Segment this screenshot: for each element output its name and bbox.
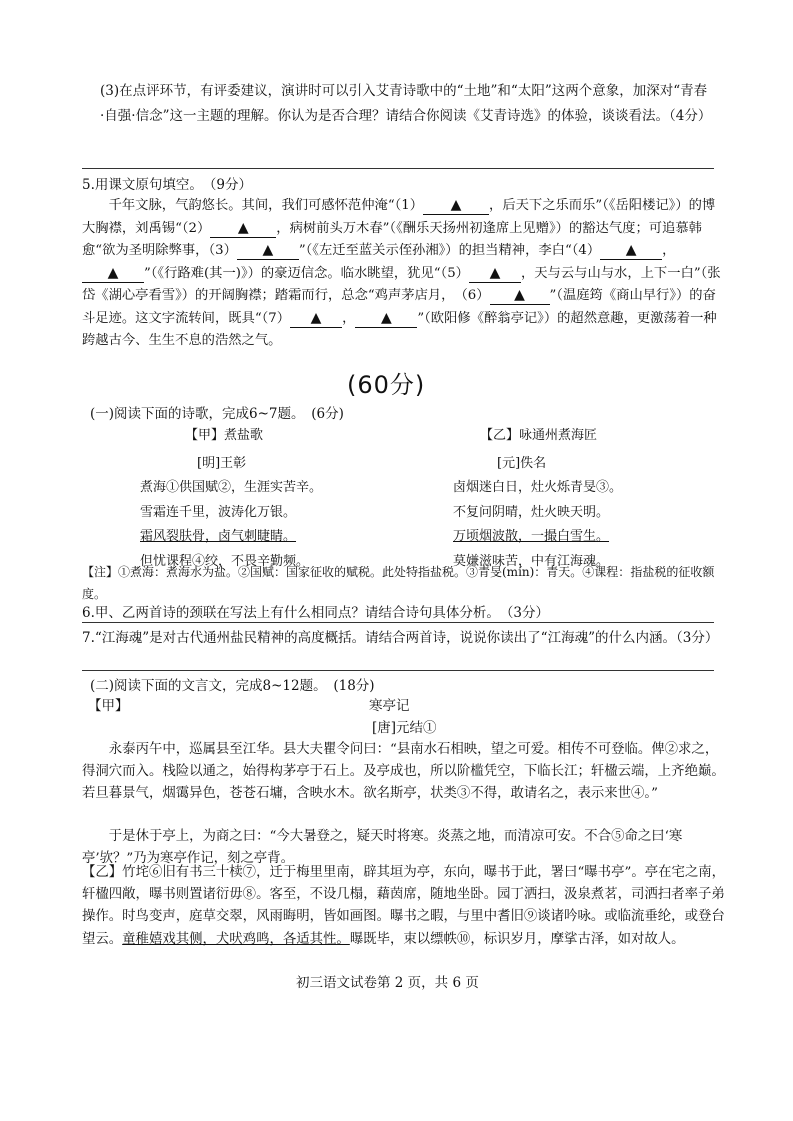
divider: [82, 670, 714, 671]
text-b-paragraph: [82, 862, 727, 951]
text-b-body-end: 曝既毕，束以缥帙⑩，标识岁月，摩挲古泽，如对故人。: [349, 931, 685, 947]
answer-blank-5[interactable]: ▲: [469, 265, 521, 283]
q5-text: ，: [342, 310, 356, 326]
q5-text: ”（欧阳修《醉翁亭记》）的超然意趣，更激荡着一种跨越古今、生生不息的浩然之气。: [82, 310, 717, 348]
q5-text: ，: [662, 243, 676, 258]
q5-text: ”（《左迁至蓝关示侄孙湘》）的担当精神，李白“（4）: [298, 243, 601, 258]
page-footer: 初三语文试卷第 2 页，共 6 页: [296, 975, 479, 991]
text-b-label: 【乙】: [82, 865, 123, 880]
poem-a-title: 【甲】煮盐歌: [185, 428, 264, 443]
poem-a-author: [明]王彰: [197, 455, 247, 471]
text-b-underlined-sentence: 童稚嬉戏其侧，犬吠鸡鸣，各适其性。: [122, 931, 350, 947]
poem-line: 但忧课程④绞，不畏辛勤频。: [140, 553, 310, 569]
answer-blank-6[interactable]: ▲: [490, 287, 550, 305]
text-a-paragraph-2: 于是休于亭上，为商之曰：“今大暑登之，疑天时将寒。炎蒸之地，而清凉可安。不合⑤命之曰‘寒亭’欤？”乃为寒亭作记，刻之亭背。: [82, 829, 683, 867]
question-7: 7.“江海魂”是对古代通州盐民精神的高度概括。请结合两首诗，说说你读出了“江海魂”的什么内涵。（3分）: [82, 630, 719, 646]
answer-blank-7a[interactable]: ▲: [290, 310, 342, 328]
question-6: 6.甲、乙两首诗的颈联在写法上有什么相同点？请结合诗句具体分析。 （3分）: [82, 605, 549, 621]
question-5-body: [82, 195, 722, 353]
poem-b-title: 【乙】咏通州煮海匠: [480, 428, 598, 443]
section-1-title: (一)阅读下面的诗歌，完成6~7题。 (6分): [90, 406, 344, 422]
question-5-title: 5.用课文原句填空。 （9分）: [82, 177, 252, 193]
answer-blank-1[interactable]: ▲: [423, 197, 489, 215]
poem-line-underlined: 霜风裂肤骨，卤气刺睫睛。: [140, 529, 297, 544]
section-2-title: (二)阅读下面的文言文，完成8~12题。 (18分): [90, 678, 375, 694]
divider: [82, 168, 714, 169]
divider: [82, 622, 714, 623]
poem-line: 莫嫌滋味苦，中有江海魂。: [453, 553, 610, 569]
poem-notes: 【注】①煮海：煮海水为盐。②国赋：国家征收的赋税。此处特指盐税。③青旻(mín)：青天。④课程：指盐税的征收额度。: [82, 565, 715, 601]
answer-blank-2[interactable]: ▲: [210, 220, 276, 238]
q5-text: ，后天下之乐而乐”（《岳阳楼记》）的博大胸襟，刘禹锡“（2）: [82, 198, 716, 236]
q5-text: ，病树前头万木春”（《酬乐天扬州初逢席上见赠》）的豁达气度；可追慕韩愈“欲为圣明除弊事，（3）: [82, 220, 702, 258]
poem-line: 不复问阴晴，灶火映天明。: [453, 504, 610, 520]
poem-b: [453, 424, 622, 574]
answer-blank-4b[interactable]: ▲: [82, 265, 144, 283]
poem-line-underlined: 万顷烟波散，一撮白雪生。: [453, 529, 610, 544]
poem-line: 雪霜连千里，波涛化万银。: [140, 504, 297, 520]
section-score: (60分): [347, 371, 426, 399]
text-a-label: 【甲】: [88, 698, 129, 714]
text-a-author: [唐]元结①: [372, 720, 437, 736]
q5-text: ”（《行路难(其一)》）的豪迈信念。临水眺望，犹见“（5）: [144, 265, 469, 281]
poem-line: 卤烟迷白日，灶火烁青旻③。: [453, 480, 623, 495]
poem-line: 煮海①供国赋②，生涯实苦辛。: [140, 480, 323, 495]
text-b-body: 竹垞⑥旧有书三十椟⑦，迁于梅里里南，辟其垣为亭，东向，曝书于此，署曰“曝书亭”。亭在宅之南，轩楹四敞，曝书则置诸衍毋⑧。客至，不设几榻，藉茵席，随地坐卧。园丁洒扫，汲泉煮茗，司洒扫者率子弟操作。时鸟变声，庭草交翠，风雨晦明，皆如画图。曝书之暇，与里中耆旧⑨谈诸吟咏。或临流垂纶，或登台望云。: [82, 865, 726, 947]
text-a-paragraph-1: 永泰丙午中，巡属县至江华。县大夫瞿令问曰：“县南水石相映，望之可爱。相传不可登临。俾②求之，得洞穴而入。栈险以通之，始得构茅亭于石上。及亭成也，所以阶槛凭空，下临长江；轩楹云端，上齐绝巅。若旦暮景气，烟霭异色，苍苍石墉，含映水木。欲名斯亭，状类③不得，敢请名之，表示来世④。”: [82, 742, 725, 802]
q5-text: ”（温庭筠《商山早行》）的奋斗足迹。这文字流转间，既具“（7）: [82, 288, 716, 326]
answer-blank-4a[interactable]: ▲: [600, 242, 662, 260]
q5-text: ，天与云与山与水，上下一白”（张岱《湖心亭看雪》）的开阔胸襟；踏霜而行，总念“鸡声茅店月， （6）: [82, 265, 721, 303]
q5-text: 千年文脉，气韵悠长。其间，我们可感怀范仲淹“（1）: [108, 198, 424, 213]
question-3-3: (3)在点评环节，有评委建议，演讲时可以引入艾青诗歌中的“土地”和“太阳”这两个意象，加深对“青春·自强·信念”这一主题的理解。你认为是否合理？请结合你阅读《艾青诗选》的体验，谈谈看法。（4分）: [100, 83, 712, 124]
answer-blank-7b[interactable]: ▲: [355, 310, 417, 328]
poem-a: [140, 424, 322, 574]
answer-blank-3[interactable]: ▲: [237, 242, 299, 260]
poem-b-author: [元]佚名: [497, 455, 547, 471]
text-a-title: 寒亭记: [369, 698, 410, 714]
